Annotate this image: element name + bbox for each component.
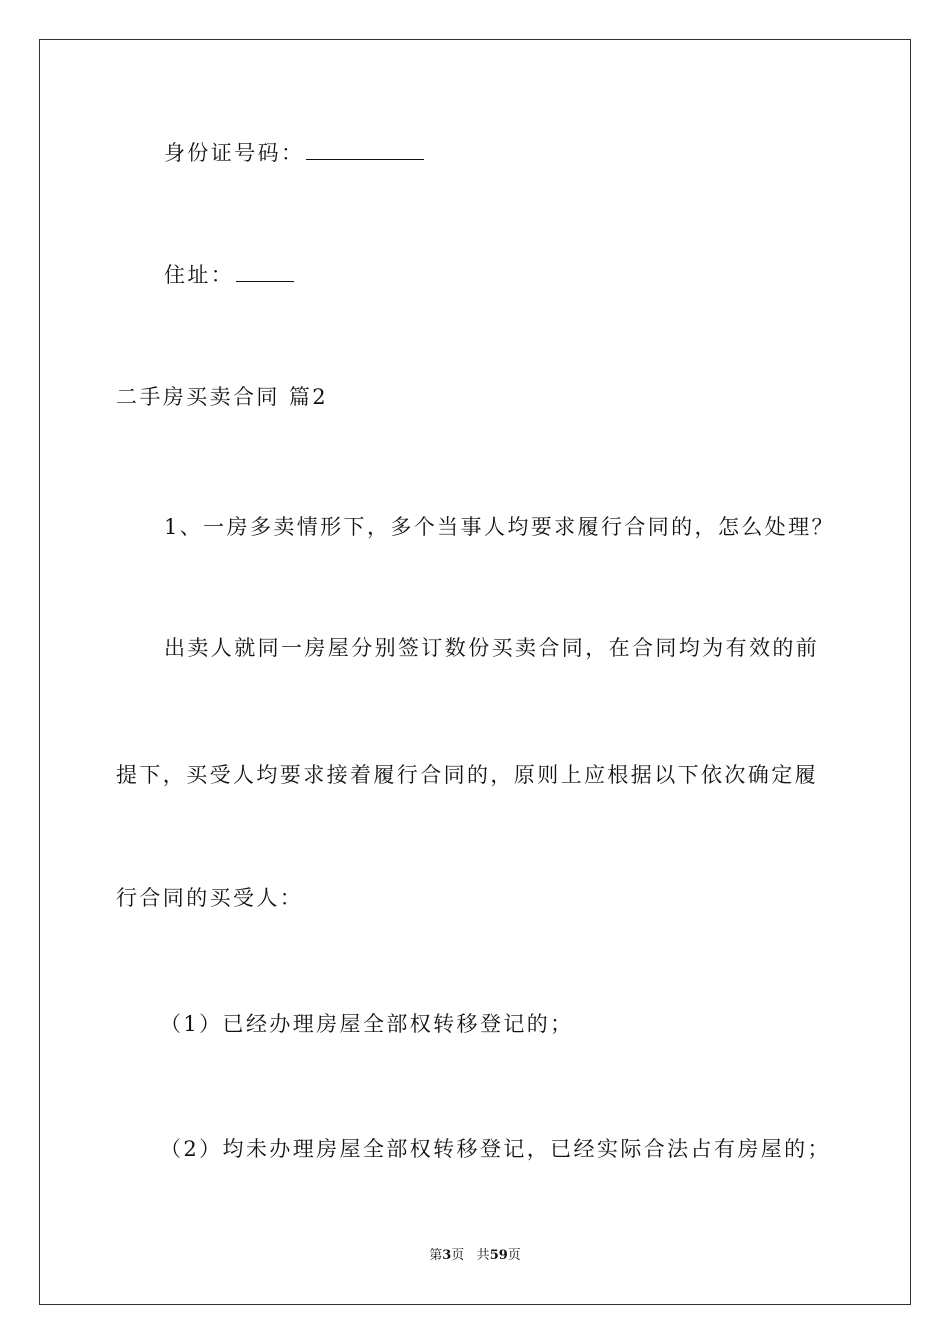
page-border [39,39,911,1305]
footer-page-unit: 页 [451,1248,465,1263]
footer-total-pages: 59 [489,1248,508,1263]
footer-total-unit: 页 [507,1248,521,1263]
paragraph-1-line-1: 出卖人就同一房屋分别签订数份买卖合同，在合同均为有效的前 [164,636,820,660]
question-1: 1、一房多卖情形下，多个当事人均要求履行合同的，怎么处理？ [164,515,835,539]
section-title: 二手房买卖合同 篇2 [116,385,329,409]
id-number-blank [306,141,424,160]
page-footer [0,1247,950,1265]
paragraph-1-line-2: 提下，买受人均要求接着履行合同的，原则上应根据以下依次确定履 [116,763,818,787]
list-item-1: （1）已经办理房屋全部权转移登记的； [160,1012,574,1036]
address-line [164,260,294,290]
footer-page-number: 3 [442,1248,452,1263]
list-item-2: （2）均未办理房屋全部权转移登记，已经实际合法占有房屋的； [160,1137,831,1161]
address-blank [236,263,294,282]
paragraph-1-line-3: 行合同的买受人： [116,886,304,910]
id-number-label: 身份证号码： [164,141,305,165]
footer-prefix: 第 [429,1248,443,1263]
address-label: 住址： [164,263,235,287]
id-number-line [164,138,424,168]
footer-total-prefix: 共 [476,1248,490,1263]
